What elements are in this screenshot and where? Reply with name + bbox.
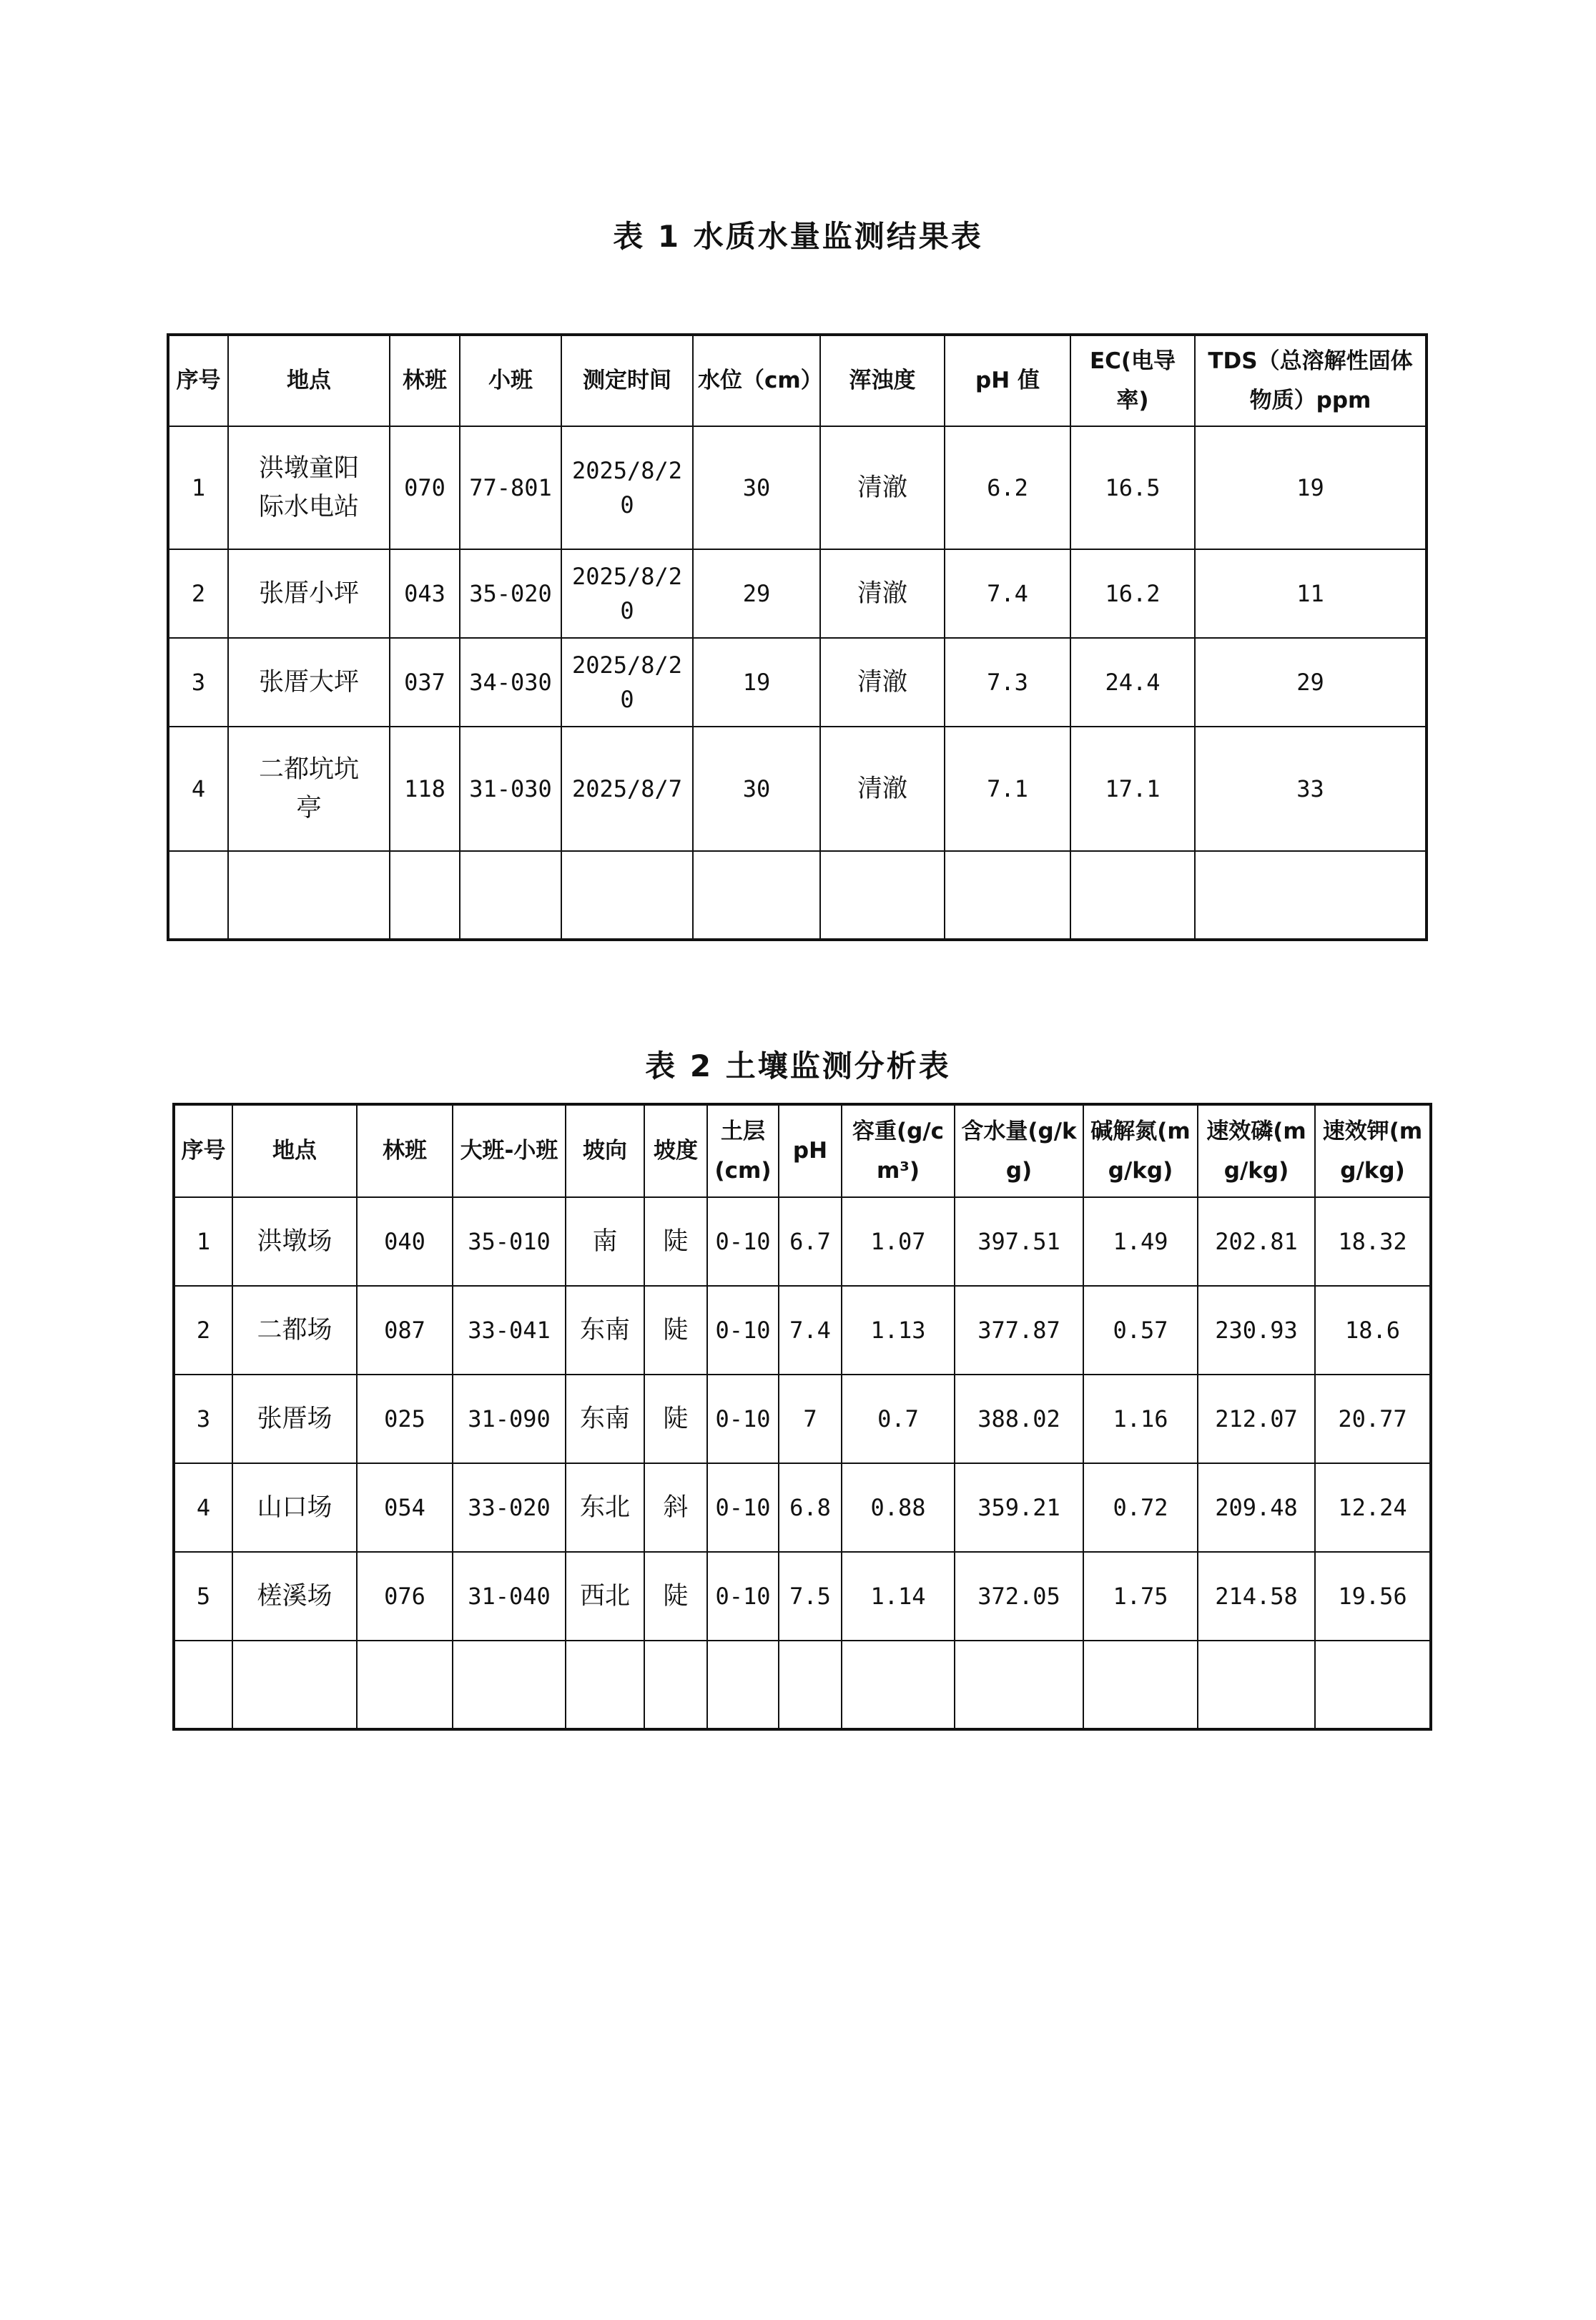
table-cell: 4	[174, 1463, 232, 1552]
table-row	[174, 1197, 1431, 1286]
table-cell: 29	[1195, 638, 1427, 727]
table-cell	[1083, 1641, 1198, 1729]
table-cell: 2025/8/20	[561, 549, 693, 638]
table1-header: 水位（cm）	[693, 335, 820, 426]
table1-header: pH 值	[945, 335, 1070, 426]
table-cell	[693, 851, 820, 940]
table1-header: EC(电导率)	[1070, 335, 1195, 426]
table-cell: 054	[357, 1463, 453, 1552]
table-cell: 张厝小坪	[228, 549, 390, 638]
table-cell: 025	[357, 1375, 453, 1463]
table-cell: 388.02	[955, 1375, 1083, 1463]
table-cell: 1	[168, 426, 228, 549]
table-cell: 16.5	[1070, 426, 1195, 549]
table-cell: 34-030	[460, 638, 561, 727]
table-cell: 0.88	[842, 1463, 955, 1552]
table-cell: 张厝场	[232, 1375, 357, 1463]
table1-header: 小班	[460, 335, 561, 426]
table-cell	[566, 1641, 644, 1729]
table-cell: 2025/8/20	[561, 426, 693, 549]
table-cell: 372.05	[955, 1552, 1083, 1641]
table-cell: 3	[174, 1375, 232, 1463]
table-cell	[1315, 1641, 1431, 1729]
table2-header: 含水量(g/kg)	[955, 1104, 1083, 1197]
table-cell: 24.4	[1070, 638, 1195, 727]
water-quality-table	[167, 333, 1428, 941]
table-cell: 397.51	[955, 1197, 1083, 1286]
table-cell	[842, 1641, 955, 1729]
table-cell: 4	[168, 727, 228, 851]
table-cell: 037	[390, 638, 460, 727]
table-cell: 35-010	[453, 1197, 566, 1286]
table2-title: 表 2 土壤监测分析表	[645, 1048, 951, 1083]
table-cell: 214.58	[1198, 1552, 1315, 1641]
table-cell: 16.2	[1070, 549, 1195, 638]
table-cell: 33	[1195, 727, 1427, 851]
table-cell: 118	[390, 727, 460, 851]
table-row	[174, 1552, 1431, 1641]
table-cell: 东南	[566, 1375, 644, 1463]
table-cell: 30	[693, 426, 820, 549]
table-cell	[707, 1641, 779, 1729]
table-cell: 槎溪场	[232, 1552, 357, 1641]
table1-header: 林班	[390, 335, 460, 426]
table-cell: 043	[390, 549, 460, 638]
table-cell: 29	[693, 549, 820, 638]
table-cell: 2025/8/7	[561, 727, 693, 851]
table-cell: 209.48	[1198, 1463, 1315, 1552]
table-row	[168, 426, 1427, 549]
table-cell: 二都场	[232, 1286, 357, 1375]
table-cell	[232, 1641, 357, 1729]
table-cell: 清澈	[820, 638, 945, 727]
table-cell: 7.3	[945, 638, 1070, 727]
table-cell: 清澈	[820, 727, 945, 851]
table-cell: 0-10	[707, 1375, 779, 1463]
table-cell	[453, 1641, 566, 1729]
table2-header: 序号	[174, 1104, 232, 1197]
table-cell: 南	[566, 1197, 644, 1286]
table-cell: 陡	[644, 1286, 707, 1375]
table-cell: 212.07	[1198, 1375, 1315, 1463]
table-cell: 19	[1195, 426, 1427, 549]
table-cell: 陡	[644, 1552, 707, 1641]
table-cell	[228, 851, 390, 940]
table-cell: 0.57	[1083, 1286, 1198, 1375]
table-cell	[955, 1641, 1083, 1729]
table-cell: 0-10	[707, 1552, 779, 1641]
table-cell: 377.87	[955, 1286, 1083, 1375]
table1-header: 测定时间	[561, 335, 693, 426]
table2-header: 大班-小班	[453, 1104, 566, 1197]
table-cell	[390, 851, 460, 940]
table2-header: 林班	[357, 1104, 453, 1197]
table-cell: 0-10	[707, 1286, 779, 1375]
table-cell: 30	[693, 727, 820, 851]
table2-header: 坡度	[644, 1104, 707, 1197]
table-cell: 040	[357, 1197, 453, 1286]
table-cell: 19	[693, 638, 820, 727]
table-cell: 0-10	[707, 1463, 779, 1552]
table-cell	[644, 1641, 707, 1729]
table-cell: 076	[357, 1552, 453, 1641]
table-cell: 西北	[566, 1552, 644, 1641]
table-cell: 11	[1195, 549, 1427, 638]
table-cell: 17.1	[1070, 727, 1195, 851]
table-cell: 7	[779, 1375, 842, 1463]
table-cell: 洪墩场	[232, 1197, 357, 1286]
table-cell: 斜	[644, 1463, 707, 1552]
table1-header: 浑浊度	[820, 335, 945, 426]
table1-header: 序号	[168, 335, 228, 426]
table-cell	[1195, 851, 1427, 940]
table-cell	[174, 1641, 232, 1729]
soil-analysis-table	[172, 1103, 1432, 1731]
table-cell: 087	[357, 1286, 453, 1375]
table2-header: 碱解氮(mg/kg)	[1083, 1104, 1198, 1197]
table-row	[174, 1463, 1431, 1552]
table-cell: 18.32	[1315, 1197, 1431, 1286]
table-row-empty	[168, 851, 1427, 940]
table-cell: 6.8	[779, 1463, 842, 1552]
table-cell: 1.07	[842, 1197, 955, 1286]
table2-header: 地点	[232, 1104, 357, 1197]
table-cell: 1.49	[1083, 1197, 1198, 1286]
table-cell	[460, 851, 561, 940]
table2-header: 速效钾(mg/kg)	[1315, 1104, 1431, 1197]
table-cell: 31-030	[460, 727, 561, 851]
table-row	[168, 727, 1427, 851]
table-cell: 洪墩童阳际水电站	[228, 426, 390, 549]
table-cell: 1	[174, 1197, 232, 1286]
table-cell: 77-801	[460, 426, 561, 549]
table-cell: 1.75	[1083, 1552, 1198, 1641]
table-cell: 清澈	[820, 549, 945, 638]
table-cell: 陡	[644, 1197, 707, 1286]
table-row	[168, 549, 1427, 638]
table-cell: 7.4	[779, 1286, 842, 1375]
table-cell: 1.16	[1083, 1375, 1198, 1463]
table-cell: 33-020	[453, 1463, 566, 1552]
table-row	[174, 1375, 1431, 1463]
table-cell: 0.7	[842, 1375, 955, 1463]
table-cell: 陡	[644, 1375, 707, 1463]
table-cell	[1070, 851, 1195, 940]
table2-header: 容重(g/cm³)	[842, 1104, 955, 1197]
table-cell: 清澈	[820, 426, 945, 549]
table-cell: 0.72	[1083, 1463, 1198, 1552]
table-cell: 31-090	[453, 1375, 566, 1463]
table-cell: 202.81	[1198, 1197, 1315, 1286]
table-cell: 5	[174, 1552, 232, 1641]
table-cell: 东南	[566, 1286, 644, 1375]
table-cell: 2	[174, 1286, 232, 1375]
table-cell	[561, 851, 693, 940]
table-cell: 35-020	[460, 549, 561, 638]
table-cell: 东北	[566, 1463, 644, 1552]
table-cell	[168, 851, 228, 940]
table-cell: 1.14	[842, 1552, 955, 1641]
table1-title: 表 1 水质水量监测结果表	[613, 219, 983, 254]
table-cell	[357, 1641, 453, 1729]
table-cell: 1.13	[842, 1286, 955, 1375]
table-cell: 7.5	[779, 1552, 842, 1641]
table2-header: pH	[779, 1104, 842, 1197]
table-cell: 2	[168, 549, 228, 638]
table2-header-row	[174, 1104, 1431, 1197]
table-cell: 2025/8/20	[561, 638, 693, 727]
table1-header: 地点	[228, 335, 390, 426]
table-row-empty	[174, 1641, 1431, 1729]
table-cell	[1198, 1641, 1315, 1729]
table1-header: TDS（总溶解性固体物质）ppm	[1195, 335, 1427, 426]
table-cell: 19.56	[1315, 1552, 1431, 1641]
table2-header: 坡向	[566, 1104, 644, 1197]
table-cell: 20.77	[1315, 1375, 1431, 1463]
table-row	[168, 638, 1427, 727]
table-cell	[820, 851, 945, 940]
table-cell	[945, 851, 1070, 940]
table-cell: 12.24	[1315, 1463, 1431, 1552]
table-cell: 18.6	[1315, 1286, 1431, 1375]
table-cell: 7.4	[945, 549, 1070, 638]
table-cell: 张厝大坪	[228, 638, 390, 727]
table-cell: 6.2	[945, 426, 1070, 549]
table-cell: 7.1	[945, 727, 1070, 851]
table-row	[174, 1286, 1431, 1375]
table-cell: 6.7	[779, 1197, 842, 1286]
table-cell: 359.21	[955, 1463, 1083, 1552]
table-cell: 山口场	[232, 1463, 357, 1552]
table-cell: 0-10	[707, 1197, 779, 1286]
table-cell: 31-040	[453, 1552, 566, 1641]
table1-header-row	[168, 335, 1427, 426]
table2-header: 土层(cm)	[707, 1104, 779, 1197]
table-cell	[779, 1641, 842, 1729]
table-cell: 070	[390, 426, 460, 549]
table2-header: 速效磷(mg/kg)	[1198, 1104, 1315, 1197]
table-cell: 二都坑坑亭	[228, 727, 390, 851]
table-cell: 230.93	[1198, 1286, 1315, 1375]
table-cell: 33-041	[453, 1286, 566, 1375]
table-cell: 3	[168, 638, 228, 727]
